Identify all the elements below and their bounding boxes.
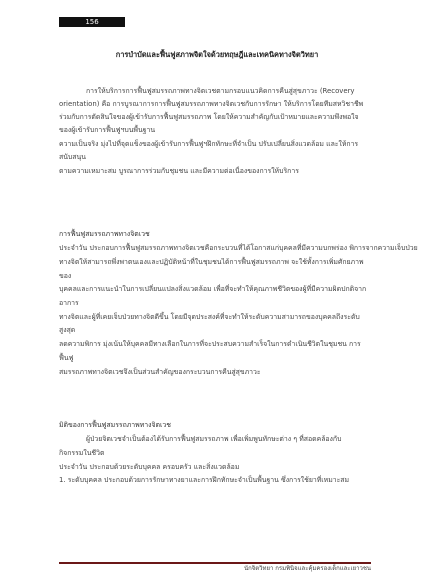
paragraph-line: ทางจิตและผู้ที่เคยเจ็บป่วยทางจิตดีขึ้น โดยมีจุดประสงค์ที่จะทำให้ระดับความสามารถของบุคคลถึงระดับ bbox=[59, 313, 360, 321]
paragraph-line: ประจำวัน ประกอบด้วยระดับบุคคล ครอบครัว และสิ่งแวดล้อม bbox=[59, 463, 240, 471]
section-heading: การฟื้นฟูสมรรถภาพทางจิตเวช bbox=[59, 230, 150, 238]
paragraph-line: กิจกรรมในชีวิต bbox=[59, 449, 105, 457]
paragraph-line: ร่วมกับการตัดสินใจของผู้เข้ารับการฟื้นฟูสมรรถภาพ โดยให้ความสำคัญกับเป้าหมายและความพึงพอใจ bbox=[59, 113, 359, 121]
paragraph-line: 1. ระดับบุคคล ประกอบด้วยการรักษาทางยาและการฝึกทักษะจำเป็นพื้นฐาน ซึ่งการใช้ยาที่เหมาะสม bbox=[59, 476, 350, 484]
paragraph-line: ประจำวัน ประกอบการฟื้นฟูสมรรถภาพทางจิตเวชคือกระบวนที่ได้โอกาสแก่บุคคลที่มีความบกพร่อง พิการจากความเจ็บป่วย bbox=[59, 244, 418, 252]
footer-text: นักจิตวิทยา กรมพินิจและคุ้มครองเด็กและเยาวชน bbox=[244, 565, 371, 572]
paragraph-line: ผู้ป่วยจิตเวชจำเป็นต้องได้รับการฟื้นฟูสมรรถภาพ เพื่อเพิ่มพูนทักษะต่าง ๆ ที่สอดคล้องกับ bbox=[86, 435, 342, 443]
paragraph-line: ฟื้นฟู bbox=[59, 354, 74, 362]
paragraph-line: ของ bbox=[59, 272, 72, 280]
paragraph-line: ของผู้เข้ารับการฟื้นฟูฯบนพื้นฐาน bbox=[59, 126, 156, 134]
paragraph-line: บุคคลและการแนะนำในการเปลี่ยนแปลงสิ่งแวดล้อม เพื่อที่จะทำให้คุณภาพชีวิตของผู้ที่มีความผิดปกติจาก bbox=[59, 285, 367, 293]
paragraph-line: สนับสนุน bbox=[59, 153, 86, 161]
paragraph-line: ทางจิตให้สามารถพึ่งพาตนเองและปฏิบัติหน้าที่ในชุมชนได้การฟื้นฟูสมรรถภาพ จะใช้ทั้งการเพิ่มศักยภาพ bbox=[59, 258, 364, 266]
page-number: 156 bbox=[59, 17, 125, 27]
paragraph-line: orientation) คือ การบูรณาการการฟื้นฟูสมรรถภาพทางจิตเวชกับการรักษา ให้บริการโดยทีมสหวิชาชีพ bbox=[59, 100, 364, 108]
footer-divider bbox=[59, 562, 371, 564]
paragraph-line: การให้บริการการฟื้นฟูสมรรถภาพทางจิตเวชตามกรอบแนวคิดการคืนสู่สุขภาวะ (Recovery bbox=[86, 87, 355, 95]
paragraph-line: อาการ bbox=[59, 299, 79, 307]
paragraph-line: สูงสุด bbox=[59, 326, 76, 334]
paragraph-line: ตามความเหมาะสม บูรณาการร่วมกับชุมชน และมีความต่อเนื่องของการให้บริการ bbox=[59, 167, 299, 175]
paragraph-line: ลดความพิการ มุ่งเน้นให้บุคคลมีทางเลือกในการที่จะประสบความสำเร็จในการดำเนินชีวิตในชุมชน การ bbox=[59, 340, 361, 348]
paragraph-line: ความเป็นจริง มุ่งไปที่จุดแข็งของผู้เข้ารับการฟื้นฟูฯฝึกทักษะที่จำเป็น ปรับเปลี่ยนสิ่งแวดล้อม และให้การ bbox=[59, 140, 359, 148]
section-heading: มิติของการฟื้นฟูสมรรถภาพทางจิตเวช bbox=[59, 421, 171, 429]
page-title: การบำบัดและฟื้นฟูสภาพจิตใจด้วยทฤษฎีและเทคนิคทางจิตวิทยา bbox=[115, 50, 319, 59]
paragraph-line: สมรรถภาพทางจิตเวชจึงเป็นส่วนสำคัญของกระบวนการคืนสู่สุขภาวะ bbox=[59, 368, 261, 376]
